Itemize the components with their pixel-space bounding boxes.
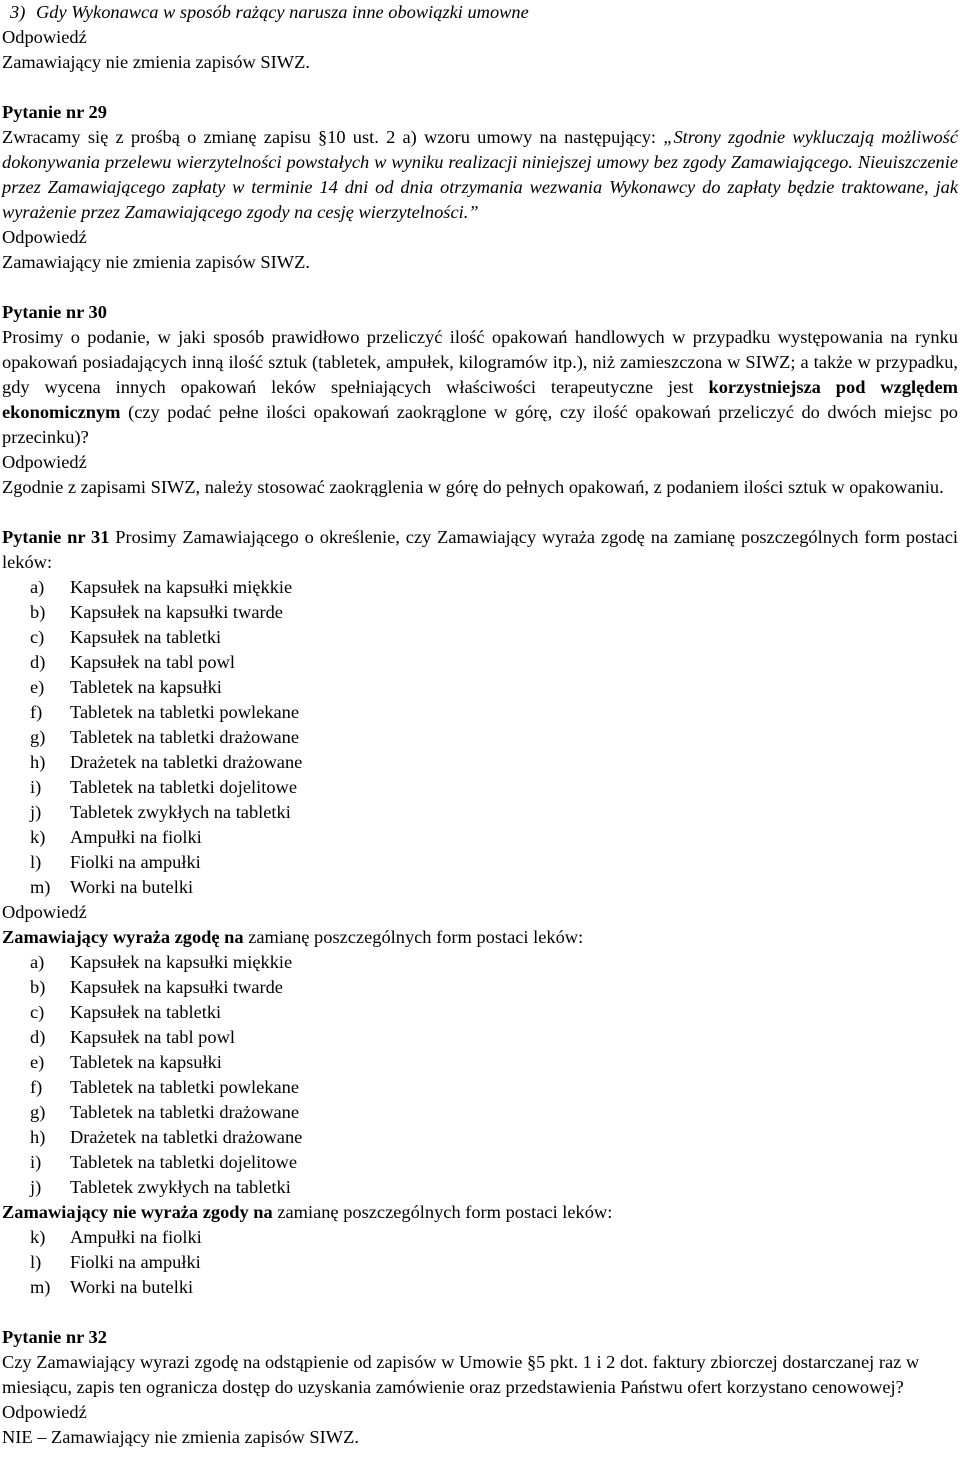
answer-31-yes-bold: Zamawiający wyraża zgodę na bbox=[2, 927, 244, 947]
question-30-text bbox=[2, 325, 958, 450]
answer-heading: Odpowiedź bbox=[2, 902, 87, 922]
list-item-text: Tabletek na tabletki powlekane bbox=[70, 702, 300, 722]
answer-31-yes-list bbox=[2, 950, 958, 1200]
question-29-quote: „Strony zgodnie wykluczają możliwość dokonywania przelewu wierzytelności powstałych w wyniku realizacji niniejszej umowy bez zgody Zamawiającego. Nieuiszczenie przez Zamawiającego zapłaty w terminie 14 dni od dnia otrzymania wezwania Wykonawcy do zapłaty będzie traktowane, jak wyrażenie przez Zamawiającego zgody na cesję wierzytelności.” bbox=[2, 127, 958, 222]
list-item-text: Kapsułek na kapsułki miękkie bbox=[70, 577, 293, 597]
list-item-text: Worki na butelki bbox=[70, 1277, 194, 1297]
item-text: Gdy Wykonawca w sposób rażący narusza inne obowiązki umowne bbox=[36, 2, 529, 22]
list-item-label: h) bbox=[30, 1127, 46, 1147]
top-list-item bbox=[2, 0, 958, 25]
list-item-label: m) bbox=[30, 1277, 51, 1297]
answer-heading: Odpowiedź bbox=[2, 1402, 87, 1422]
list-item-label: k) bbox=[30, 1227, 46, 1247]
answer-31-yes-rest: zamianę poszczególnych form postaci leków: bbox=[243, 927, 584, 947]
list-item bbox=[2, 950, 958, 975]
list-item-label: c) bbox=[30, 1002, 45, 1022]
question-31-list bbox=[2, 575, 958, 900]
answer-31-no-list bbox=[2, 1225, 958, 1300]
list-item-text: Tabletek na tabletki dojelitowe bbox=[70, 777, 297, 797]
answer-text: Zamawiający nie zmienia zapisów SIWZ. bbox=[2, 52, 310, 72]
list-item bbox=[2, 1025, 958, 1050]
list-item-text: Kapsułek na tabletki bbox=[70, 627, 222, 647]
list-item bbox=[2, 775, 958, 800]
spacer bbox=[2, 275, 958, 300]
item-label: 3) bbox=[10, 2, 26, 22]
list-item-label: j) bbox=[30, 802, 42, 822]
list-item-text: Kapsułek na kapsułki twarde bbox=[70, 977, 283, 997]
question-29-intro: Zwracamy się z prośbą o zmianę zapisu §10 ust. 2 a) wzoru umowy na następujący: bbox=[2, 127, 664, 147]
list-item bbox=[2, 575, 958, 600]
list-item bbox=[2, 1175, 958, 1200]
list-item-text: Tabletek na tabletki dojelitowe bbox=[70, 1152, 297, 1172]
list-item bbox=[2, 1125, 958, 1150]
list-item-label: f) bbox=[30, 1077, 43, 1097]
list-item-label: f) bbox=[30, 702, 43, 722]
list-item bbox=[2, 700, 958, 725]
list-item-text: Tabletek zwykłych na tabletki bbox=[70, 802, 291, 822]
list-item-label: h) bbox=[30, 752, 46, 772]
list-item-label: l) bbox=[30, 1252, 42, 1272]
list-item-text: Worki na butelki bbox=[70, 877, 194, 897]
answer-text: Zamawiający nie zmienia zapisów SIWZ. bbox=[2, 252, 310, 272]
question-32-text: Czy Zamawiający wyrazi zgodę na odstąpienie od zapisów w Umowie §5 pkt. 1 i 2 dot. faktury zbiorczej dostarczanej raz w miesiącu, zapis ten ogranicza dostęp do uzyskania zamówienie oraz przedstawienia Państwu ofert korzystano cenowowej? bbox=[2, 1352, 920, 1397]
list-item bbox=[2, 1100, 958, 1125]
list-item-text: Ampułki na fiolki bbox=[70, 1227, 202, 1247]
list-item-label: c) bbox=[30, 627, 45, 647]
list-item-label: a) bbox=[30, 577, 45, 597]
list-item-label: i) bbox=[30, 777, 42, 797]
spacer bbox=[2, 75, 958, 100]
list-item bbox=[2, 1150, 958, 1175]
answer-31-yes bbox=[2, 925, 958, 950]
answer-heading: Odpowiedź bbox=[2, 452, 87, 472]
answer-31-no bbox=[2, 1200, 958, 1225]
list-item-label: e) bbox=[30, 677, 45, 697]
list-item-text: Tabletek na tabletki powlekane bbox=[70, 1077, 300, 1097]
list-item-text: Ampułki na fiolki bbox=[70, 827, 202, 847]
list-item bbox=[2, 1225, 958, 1250]
list-item-label: b) bbox=[30, 602, 46, 622]
list-item bbox=[2, 600, 958, 625]
list-item-text: Tabletek na tabletki drażowane bbox=[70, 727, 299, 747]
list-item bbox=[2, 625, 958, 650]
question-29-text bbox=[2, 125, 958, 225]
question-31-text bbox=[2, 525, 958, 575]
list-item-text: Tabletek na kapsułki bbox=[70, 677, 222, 697]
list-item-label: k) bbox=[30, 827, 46, 847]
question-32-answer: NIE – Zamawiający nie zmienia zapisów SIWZ. bbox=[2, 1427, 359, 1447]
list-item bbox=[2, 1075, 958, 1100]
list-item-text: Fiolki na ampułki bbox=[70, 1252, 201, 1272]
answer-heading: Odpowiedź bbox=[2, 27, 87, 47]
answer-31-no-bold: Zamawiający nie wyraża zgody na bbox=[2, 1202, 273, 1222]
list-item-text: Kapsułek na tabl powl bbox=[70, 1027, 235, 1047]
question-31-title: Pytanie nr 31 bbox=[2, 527, 110, 547]
list-item-text: Tabletek na tabletki drażowane bbox=[70, 1102, 299, 1122]
list-item bbox=[2, 1000, 958, 1025]
list-item-label: a) bbox=[30, 952, 45, 972]
spacer bbox=[2, 500, 958, 525]
list-item bbox=[2, 975, 958, 1000]
list-item-label: l) bbox=[30, 852, 42, 872]
list-item bbox=[2, 1250, 958, 1275]
question-30-part1: Prosimy o podanie, w jaki sposób prawidłowo przeliczyć ilość opakowań handlowych w przypadku występowania na rynku opakowań posiadających inną ilość sztuk (tabletek, ampułek, kilogramów itp.), niż zamieszczona w SIWZ; a także w przypadku, gdy wycena innych opakowań leków spełniających właściwości terapeutyczne jest bbox=[2, 327, 958, 397]
list-item bbox=[2, 850, 958, 875]
list-item-text: Drażetek na tabletki drażowane bbox=[70, 1127, 303, 1147]
list-item bbox=[2, 675, 958, 700]
answer-31-no-rest: zamianę poszczególnych form postaci leków: bbox=[272, 1202, 613, 1222]
question-32-title: Pytanie nr 32 bbox=[2, 1327, 107, 1347]
list-item bbox=[2, 725, 958, 750]
list-item bbox=[2, 800, 958, 825]
question-29-title: Pytanie nr 29 bbox=[2, 102, 107, 122]
list-item-label: d) bbox=[30, 652, 46, 672]
question-31-body: Prosimy Zamawiającego o określenie, czy Zamawiający wyraża zgodę na zamianę poszczególnych form postaci leków: bbox=[2, 527, 958, 572]
list-item bbox=[2, 750, 958, 775]
spacer bbox=[2, 1300, 958, 1325]
list-item bbox=[2, 875, 958, 900]
question-30-answer: Zgodnie z zapisami SIWZ, należy stosować zaokrąglenia w górę do pełnych opakowań, z podaniem ilości sztuk w opakowaniu. bbox=[2, 477, 944, 497]
list-item-text: Kapsułek na kapsułki twarde bbox=[70, 602, 283, 622]
list-item-text: Kapsułek na kapsułki miękkie bbox=[70, 952, 293, 972]
list-item bbox=[2, 825, 958, 850]
list-item-label: b) bbox=[30, 977, 46, 997]
list-item-text: Fiolki na ampułki bbox=[70, 852, 201, 872]
list-item-label: d) bbox=[30, 1027, 46, 1047]
list-item-label: e) bbox=[30, 1052, 45, 1072]
question-30-part2: (czy podać pełne ilości opakowań zaokrąglone w górę, czy ilość opakowań przeliczyć do dwóch miejsc po przecinku)? bbox=[2, 402, 958, 447]
answer-heading: Odpowiedź bbox=[2, 227, 87, 247]
list-item-text: Tabletek na kapsułki bbox=[70, 1052, 222, 1072]
list-item-label: j) bbox=[30, 1177, 42, 1197]
list-item-text: Tabletek zwykłych na tabletki bbox=[70, 1177, 291, 1197]
question-30-title: Pytanie nr 30 bbox=[2, 302, 107, 322]
list-item-label: g) bbox=[30, 1102, 46, 1122]
list-item-text: Kapsułek na tabl powl bbox=[70, 652, 235, 672]
list-item bbox=[2, 1050, 958, 1075]
list-item-label: m) bbox=[30, 877, 51, 897]
list-item-text: Drażetek na tabletki drażowane bbox=[70, 752, 303, 772]
question-30-bold: korzystniejsza pod względem ekonomicznym bbox=[2, 377, 958, 422]
list-item-label: g) bbox=[30, 727, 46, 747]
list-item-label: i) bbox=[30, 1152, 42, 1172]
list-item bbox=[2, 650, 958, 675]
list-item-text: Kapsułek na tabletki bbox=[70, 1002, 222, 1022]
list-item bbox=[2, 1275, 958, 1300]
